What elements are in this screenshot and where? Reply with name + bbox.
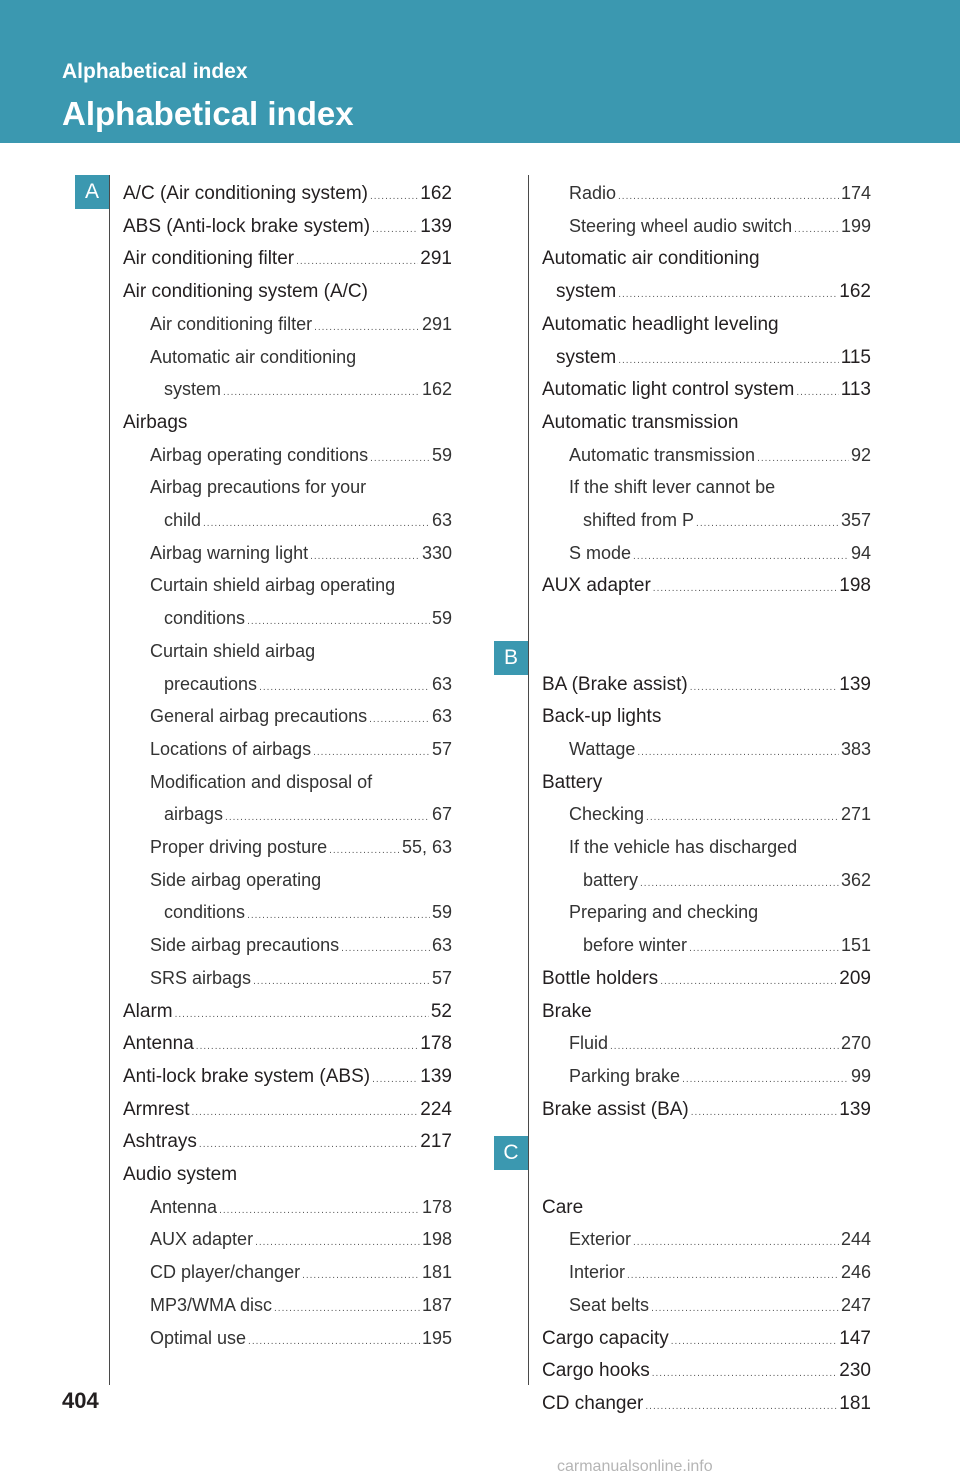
index-entry: [542, 995, 871, 1028]
index-page-number[interactable]: 247: [840, 1294, 871, 1315]
index-entry: [150, 341, 452, 374]
dot-leader: [274, 1304, 420, 1314]
dot-leader: [690, 683, 838, 693]
index-page-number[interactable]: 139: [839, 673, 871, 695]
dot-leader: [175, 1010, 429, 1020]
index-entry: [542, 242, 871, 275]
index-entry[interactable]: [542, 373, 871, 406]
index-page-number[interactable]: 55, 63: [401, 837, 452, 857]
dot-leader: [247, 911, 430, 921]
index-entry-text: Automatic light control system: [542, 379, 795, 401]
index-entry-text: MP3/WMA disc: [150, 1294, 273, 1315]
index-entry[interactable]: [150, 1289, 452, 1322]
dot-leader: [627, 1271, 839, 1281]
index-entry-text: conditions: [164, 902, 246, 923]
index-entry-text: Side airbag precautions: [150, 935, 340, 956]
index-entry-text: SRS airbags: [150, 967, 252, 988]
index-entry[interactable]: [542, 569, 871, 602]
index-entry-text: Air conditioning system (A/C): [123, 281, 368, 303]
index-page-number[interactable]: 59: [431, 902, 452, 923]
index-entry-text: If the shift lever cannot be: [569, 477, 776, 498]
index-entry-text: General airbag precautions: [150, 706, 368, 727]
dot-leader: [633, 1238, 839, 1248]
index-entry[interactable]: [150, 1191, 452, 1224]
index-page-number[interactable]: 178: [420, 1033, 452, 1055]
index-entry[interactable]: [569, 537, 871, 570]
dot-leader: [253, 977, 430, 987]
index-entry[interactable]: [150, 733, 452, 766]
index-page-number[interactable]: 67: [431, 804, 452, 825]
index-entry[interactable]: [150, 308, 452, 341]
index-entry-text: AUX adapter: [542, 575, 651, 597]
dot-leader: [341, 944, 430, 954]
index-entry-text: Audio system: [123, 1164, 238, 1185]
index-entry[interactable]: [569, 733, 871, 766]
dot-leader: [796, 388, 838, 398]
index-entry-text: BA (Brake assist): [542, 673, 688, 695]
section-subtitle: Alphabetical index: [62, 60, 248, 83]
index-entry-text: AUX adapter: [150, 1229, 254, 1250]
index-entry-text: ABS (Anti-lock brake system): [123, 215, 371, 237]
index-entry-text: Curtain shield airbag operating: [150, 575, 396, 596]
dot-leader: [689, 944, 839, 954]
index-entry-text: precautions: [164, 673, 258, 694]
dot-leader: [203, 519, 430, 529]
index-page-number[interactable]: 99: [850, 1065, 871, 1086]
index-page-number[interactable]: 174: [840, 183, 871, 203]
index-page-number[interactable]: 92: [850, 444, 871, 465]
index-entry-text: Airbags: [123, 411, 188, 433]
index-entry[interactable]: [123, 1060, 452, 1093]
index-entry-text: Brake: [542, 1000, 592, 1022]
index-entry-text: A/C (Air conditioning system): [123, 183, 368, 204]
index-entry[interactable]: [164, 373, 452, 406]
index-entry[interactable]: [150, 1223, 452, 1256]
index-entry-text: Parking brake: [569, 1065, 681, 1086]
index-entry: [569, 831, 871, 864]
index-entry-text: Alarm: [123, 1000, 173, 1022]
dot-leader: [302, 1271, 420, 1281]
dot-leader: [618, 356, 839, 366]
index-page-number[interactable]: 147: [839, 1327, 871, 1349]
index-page-number[interactable]: 52: [430, 1000, 452, 1022]
index-entry-text: Automatic air conditioning: [542, 248, 760, 270]
index-entry[interactable]: [164, 798, 452, 831]
index-entry-text: Air conditioning filter: [123, 248, 295, 270]
index-entry-text: Proper driving posture: [150, 837, 328, 857]
dot-leader: [618, 192, 839, 202]
dot-leader: [225, 813, 430, 823]
index-tab-c[interactable]: C: [494, 1136, 528, 1170]
index-entry: [542, 1191, 871, 1224]
index-entry-text: Radio: [569, 183, 617, 203]
dot-leader: [618, 290, 837, 300]
index-page-number[interactable]: 181: [839, 1392, 871, 1414]
dot-leader: [637, 748, 839, 758]
watermark: carmanualsonline.info: [557, 1458, 713, 1475]
index-page-number[interactable]: 162: [421, 379, 452, 400]
dot-leader: [691, 1108, 838, 1118]
index-entry-text: Locations of airbags: [150, 738, 312, 759]
index-tab-a[interactable]: A: [75, 175, 109, 209]
index-entry[interactable]: [542, 1093, 871, 1126]
dot-leader: [259, 683, 430, 693]
index-entry[interactable]: [542, 1387, 871, 1420]
dot-leader: [192, 1108, 419, 1118]
dot-leader: [660, 977, 837, 987]
index-page-number[interactable]: 330: [421, 542, 452, 563]
index-entry[interactable]: [542, 1354, 871, 1387]
index-page-number[interactable]: 113: [840, 379, 871, 401]
dot-leader: [645, 1402, 837, 1412]
index-entry-text: Checking: [569, 804, 645, 825]
index-entry[interactable]: [123, 1093, 452, 1126]
index-entry: [123, 1158, 452, 1191]
index-entry: [569, 896, 871, 929]
dot-leader: [633, 552, 849, 562]
index-entry-text: Airbag precautions for your: [150, 477, 367, 498]
dot-leader: [651, 1304, 839, 1314]
index-entry[interactable]: [569, 1223, 871, 1256]
dot-leader: [372, 225, 418, 235]
dot-leader: [248, 1337, 420, 1347]
index-page-number[interactable]: 181: [421, 1262, 452, 1283]
index-entry-text: Cargo hooks: [542, 1360, 650, 1382]
index-entry-text: Cargo capacity: [542, 1327, 669, 1349]
index-entry[interactable]: [569, 1289, 871, 1322]
index-entry: [542, 308, 871, 341]
index-entry: [150, 569, 452, 602]
index-entry-text: system: [556, 346, 617, 368]
dot-leader: [223, 388, 420, 398]
index-entry: [123, 406, 452, 439]
index-entry-text: Battery: [542, 771, 603, 793]
index-entry-text: Preparing and checking: [569, 902, 759, 923]
index-page-number[interactable]: 291: [420, 248, 452, 270]
index-entry[interactable]: [569, 439, 871, 472]
index-entry-text: Interior: [569, 1262, 626, 1283]
index-entry-text: Curtain shield airbag: [150, 640, 316, 661]
index-page-number[interactable]: 178: [421, 1196, 452, 1217]
index-entry[interactable]: [556, 275, 871, 308]
page-header: [0, 0, 960, 143]
index-entry[interactable]: [583, 504, 871, 537]
index-entry-text: Antenna: [150, 1196, 218, 1217]
index-page-number[interactable]: 57: [431, 967, 452, 988]
index-entry[interactable]: [150, 962, 452, 995]
index-entry[interactable]: [583, 864, 871, 897]
index-entry[interactable]: [569, 210, 871, 243]
index-page-number[interactable]: 217: [420, 1131, 452, 1153]
index-page-number[interactable]: 198: [421, 1229, 452, 1250]
dot-leader: [370, 192, 418, 202]
dot-leader: [313, 748, 430, 758]
index-entry[interactable]: [569, 1060, 871, 1093]
index-entry-text: Airbag operating conditions: [150, 444, 369, 465]
index-entry-text: Brake assist (BA): [542, 1098, 689, 1120]
index-entry[interactable]: [164, 504, 452, 537]
dot-leader: [329, 846, 400, 856]
index-entry[interactable]: [542, 1322, 871, 1355]
dot-leader: [247, 617, 430, 627]
index-entry[interactable]: [123, 1027, 452, 1060]
index-entry-text: S mode: [569, 542, 632, 563]
index-page-number[interactable]: 63: [431, 510, 452, 530]
index-entry[interactable]: [150, 1322, 452, 1355]
index-entry-text: child: [164, 510, 202, 530]
index-entry-text: Wattage: [569, 738, 636, 759]
index-entry[interactable]: [569, 1027, 871, 1060]
dot-leader: [653, 584, 838, 594]
index-entry-text: before winter: [583, 935, 688, 956]
index-entry-text: If the vehicle has discharged: [569, 837, 798, 857]
dot-leader: [646, 813, 839, 823]
dot-leader: [794, 225, 839, 235]
index-entry[interactable]: [542, 668, 871, 701]
index-page-number[interactable]: 162: [420, 183, 452, 204]
index-entry-text: Modification and disposal of: [150, 771, 373, 792]
index-entry: [542, 406, 871, 439]
index-entry: [150, 766, 452, 799]
index-entry[interactable]: [569, 177, 871, 210]
index-entry-text: CD changer: [542, 1392, 644, 1414]
index-entry-text: CD player/changer: [150, 1262, 301, 1283]
dot-leader: [682, 1075, 849, 1085]
index-page-number[interactable]: 63: [431, 935, 452, 956]
dot-leader: [255, 1238, 420, 1248]
index-tab-b[interactable]: B: [494, 641, 528, 675]
index-page-number[interactable]: 59: [431, 608, 452, 629]
dot-leader: [310, 552, 420, 562]
dot-leader: [671, 1337, 838, 1347]
index-entry[interactable]: [123, 242, 452, 275]
index-entry-text: Automatic headlight leveling: [542, 313, 779, 335]
index-entry-text: system: [556, 281, 617, 303]
index-entry[interactable]: [569, 1256, 871, 1289]
index-page-number[interactable]: 59: [431, 444, 452, 465]
index-entry-text: Bottle holders: [542, 967, 659, 989]
index-entry[interactable]: [150, 831, 452, 864]
index-entry[interactable]: [164, 602, 452, 635]
index-page-number[interactable]: 244: [840, 1229, 871, 1250]
index-page-number[interactable]: 195: [421, 1327, 452, 1348]
index-entry-text: system: [164, 379, 222, 400]
index-entry-text: battery: [583, 869, 639, 890]
index-entry-text: Anti-lock brake system (ABS): [123, 1065, 371, 1087]
index-entry[interactable]: [583, 929, 871, 962]
index-page-number[interactable]: 115: [840, 346, 871, 368]
dot-leader: [696, 519, 839, 529]
index-entry[interactable]: [569, 798, 871, 831]
index-page-number[interactable]: 230: [839, 1360, 871, 1382]
index-entry-text: Antenna: [123, 1033, 194, 1055]
index-entry[interactable]: [150, 700, 452, 733]
dot-leader: [652, 1369, 838, 1379]
index-page-number[interactable]: 270: [840, 1033, 871, 1054]
index-entry[interactable]: [150, 929, 452, 962]
index-entry: [542, 700, 871, 733]
index-entry-text: Steering wheel audio switch: [569, 215, 793, 236]
dot-leader: [640, 879, 839, 889]
index-page-number[interactable]: 162: [839, 281, 871, 303]
index-page-number[interactable]: 209: [839, 967, 871, 989]
index-entry-text: Airbag warning light: [150, 542, 309, 563]
index-page-number[interactable]: 224: [420, 1098, 452, 1120]
page-title: Alphabetical index: [62, 95, 354, 132]
index-page-number[interactable]: 63: [431, 673, 452, 694]
index-entry-text: Automatic transmission: [542, 411, 739, 433]
dot-leader: [199, 1140, 418, 1150]
dot-leader: [219, 1206, 420, 1216]
index-page-number[interactable]: 187: [421, 1294, 452, 1315]
index-entry-text: Automatic transmission: [569, 444, 756, 465]
index-entry: [150, 471, 452, 504]
index-page-number[interactable]: 357: [840, 510, 871, 530]
index-entry-text: conditions: [164, 608, 246, 629]
index-page-number[interactable]: 383: [840, 738, 871, 759]
dot-leader: [296, 257, 418, 267]
index-entry-text: Exterior: [569, 1229, 632, 1250]
index-page-number[interactable]: 63: [431, 706, 452, 727]
index-page-number[interactable]: 246: [840, 1262, 871, 1283]
index-page-number[interactable]: 199: [840, 215, 871, 236]
dot-leader: [196, 1042, 419, 1052]
index-entry-text: Side airbag operating: [150, 869, 322, 890]
index-page-number[interactable]: 94: [850, 542, 871, 563]
index-entry[interactable]: [542, 962, 871, 995]
index-entry-text: Fluid: [569, 1033, 609, 1054]
index-entry: [150, 635, 452, 668]
index-page-number[interactable]: 57: [431, 738, 452, 759]
index-entry[interactable]: [150, 537, 452, 570]
index-entry[interactable]: [123, 1125, 452, 1158]
index-page-number[interactable]: 198: [839, 575, 871, 597]
index-page-number[interactable]: 271: [840, 804, 871, 825]
index-entry[interactable]: [556, 341, 871, 374]
dot-leader: [372, 1075, 418, 1085]
index-entry-text: shifted from P: [583, 510, 695, 530]
index-page-number[interactable]: 139: [420, 215, 452, 237]
index-entry: [569, 471, 871, 504]
index-entry[interactable]: [164, 668, 452, 701]
index-entry-text: airbags: [164, 804, 224, 825]
index-page-number[interactable]: 139: [420, 1065, 452, 1087]
right-column-divider: [528, 175, 529, 1385]
index-entry-text: Air conditioning filter: [150, 313, 313, 334]
index-entry[interactable]: [164, 896, 452, 929]
index-entry-text: Back-up lights: [542, 706, 662, 728]
index-entry-text: Automatic air conditioning: [150, 346, 357, 367]
index-entry-text: Ashtrays: [123, 1131, 197, 1153]
index-page-number[interactable]: 139: [839, 1098, 871, 1120]
index-entry-text: Armrest: [123, 1098, 190, 1120]
index-page-number[interactable]: 362: [840, 869, 871, 890]
dot-leader: [370, 454, 430, 464]
index-entry[interactable]: [123, 995, 452, 1028]
dot-leader: [369, 715, 430, 725]
dot-leader: [610, 1042, 839, 1052]
index-entry[interactable]: [150, 1256, 452, 1289]
dot-leader: [314, 323, 420, 333]
index-entry[interactable]: [123, 177, 452, 210]
index-entry-text: Seat belts: [569, 1294, 650, 1315]
index-entry-text: Optimal use: [150, 1327, 247, 1348]
index-entry: [150, 864, 452, 897]
dot-leader: [757, 454, 849, 464]
index-entry: [123, 275, 452, 308]
index-page-number[interactable]: 291: [421, 313, 452, 334]
left-column-divider: [109, 175, 110, 1385]
index-entry-text: Care: [542, 1196, 584, 1218]
index-entry: [542, 766, 871, 799]
page-number: 404: [62, 1388, 99, 1413]
index-entry[interactable]: [123, 210, 452, 243]
index-page-number[interactable]: 151: [840, 935, 871, 956]
index-entry[interactable]: [150, 439, 452, 472]
